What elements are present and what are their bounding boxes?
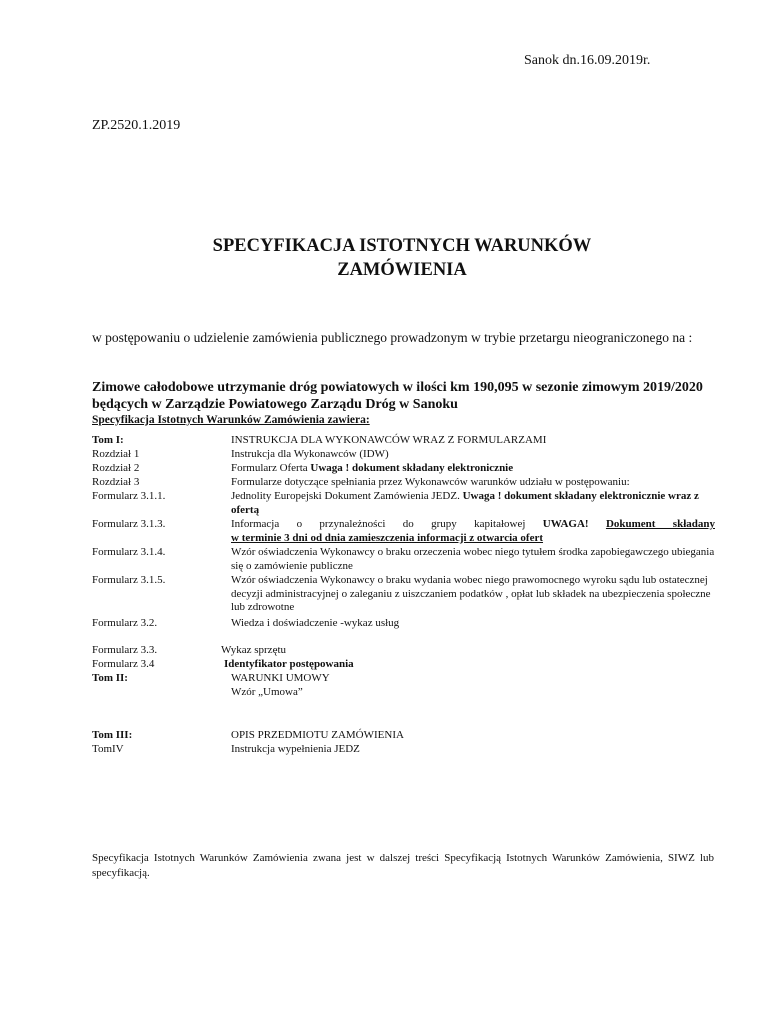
row-label-formularz-3-3: Formularz 3.3.	[92, 644, 158, 656]
title-line-1: SPECYFIKACJA ISTOTNYCH WARUNKÓW	[212, 236, 592, 256]
formularz-3-1-3-line-1	[231, 518, 715, 532]
tom-2-subtitle: Wzór „Umowa”	[231, 685, 303, 698]
row-text-tom-1: INSTRUKCJA DLA WYKONAWCÓW WRAZ Z FORMULARZAMI	[231, 434, 547, 446]
row-label-formularz-3-1-5: Formularz 3.1.5.	[92, 574, 166, 586]
row-text-formularz-3-3: Wykaz sprzętu	[221, 644, 287, 656]
row-label-rozdzial-1: Rozdział 1	[92, 448, 140, 460]
footer-paragraph: Specyfikacja Istotnych Warunków Zamówienia zwana jest w dalszej treści Specyfikacją Istotnych Warunków Zamówienia, SIWZ lub specyfikacją.	[92, 852, 714, 879]
formularz-3-1-3-deadline: w terminie 3 dni od dnia zamieszczenia informacji z otwarcia ofert	[231, 531, 544, 544]
row-text-rozdzial-1: Instrukcja dla Wykonawców (IDW)	[231, 448, 389, 460]
row-text-formularz-3-1-5: Wzór oświadczenia Wykonawcy o braku wydania wobec niego prawomocnego wyroku sądu lub ostatecznej decyzji administracyjnej o zaleganiu z uiszczaniem podatków , opłat lub składek na ubezpieczenia społeczne lub zdrowotne	[231, 574, 711, 613]
row-text-tom-2	[231, 672, 715, 699]
formularz-3-1-1-warning: Uwaga ! dokument składany elektronicznie wraz z ofertą	[231, 490, 699, 516]
row-text-formularz-3-1-1	[231, 490, 715, 517]
row-label-formularz-3-1-1: Formularz 3.1.1.	[92, 490, 166, 502]
contents-heading: Specyfikacja Istotnych Warunków Zamówienia zawiera:	[92, 414, 370, 426]
row-label-tom-4: TomIV	[92, 743, 124, 755]
formularz-3-1-3-warning: UWAGA!	[542, 518, 606, 530]
row-label-tom-3: Tom III:	[92, 729, 133, 741]
contract-subject: Zimowe całodobowe utrzymanie dróg powiatowych w ilości km 190,095 w sezonie zimowym 2019/2020 będących w Zarządzie Powiatowego Zarządu Dróg w Sanoku	[92, 380, 703, 412]
row-text-formularz-3-4: Identyfikator postępowania	[224, 658, 354, 670]
document-date: Sanok dn.16.09.2019r.	[524, 53, 651, 68]
row-label-rozdzial-3: Rozdział 3	[92, 476, 140, 488]
document-title	[92, 234, 712, 282]
reference-number: ZP.2520.1.2019	[92, 118, 181, 133]
row-label-tom-2: Tom II:	[92, 672, 128, 684]
rozdzial-2-warning: Uwaga ! dokument składany elektronicznie	[310, 462, 514, 474]
row-label-rozdzial-2: Rozdział 2	[92, 462, 140, 474]
row-label-formularz-3-4: Formularz 3.4	[92, 658, 155, 670]
row-text-formularz-3-1-3	[231, 518, 715, 545]
row-text-rozdzial-3: Formularze dotyczące spełniania przez Wykonawców warunków udziału w postępowaniu:	[231, 476, 630, 488]
row-text-tom-3: OPIS PRZEDMIOTU ZAMÓWIENIA	[231, 729, 404, 741]
row-text-tom-4: Instrukcja wypełnienia JEDZ	[231, 743, 360, 755]
row-text-formularz-3-1-4: Wzór oświadczenia Wykonawcy o braku orzeczenia wobec niego tytułem środka zapobiegawczego ubiegania się o zamówienie publiczne	[231, 546, 715, 572]
formularz-3-1-3-document-note: Dokument składany	[605, 518, 715, 530]
row-text-rozdzial-2	[231, 462, 715, 476]
row-label-formularz-3-1-3: Formularz 3.1.3.	[92, 518, 166, 530]
row-label-formularz-3-1-4: Formularz 3.1.4.	[92, 546, 166, 558]
title-line-2: ZAMÓWIENIA	[337, 260, 467, 280]
intro-paragraph: w postępowaniu o udzielenie zamówienia publicznego prowadzonym w trybie przetargu nieograniczonego na :	[92, 330, 693, 345]
rozdzial-2-text: Formularz Oferta	[231, 462, 311, 474]
tom-2-title: WARUNKI UMOWY	[231, 672, 330, 684]
formularz-3-1-1-text: Jednolity Europejski Dokument Zamówienia JEDZ.	[231, 490, 463, 502]
row-label-tom-1: Tom I:	[92, 434, 124, 446]
row-label-formularz-3-2: Formularz 3.2.	[92, 617, 158, 629]
formularz-3-1-3-text: Informacja o przynależności do grupy kapitałowej	[231, 518, 543, 530]
row-text-formularz-3-2: Wiedza i doświadczenie -wykaz usług	[231, 617, 400, 629]
